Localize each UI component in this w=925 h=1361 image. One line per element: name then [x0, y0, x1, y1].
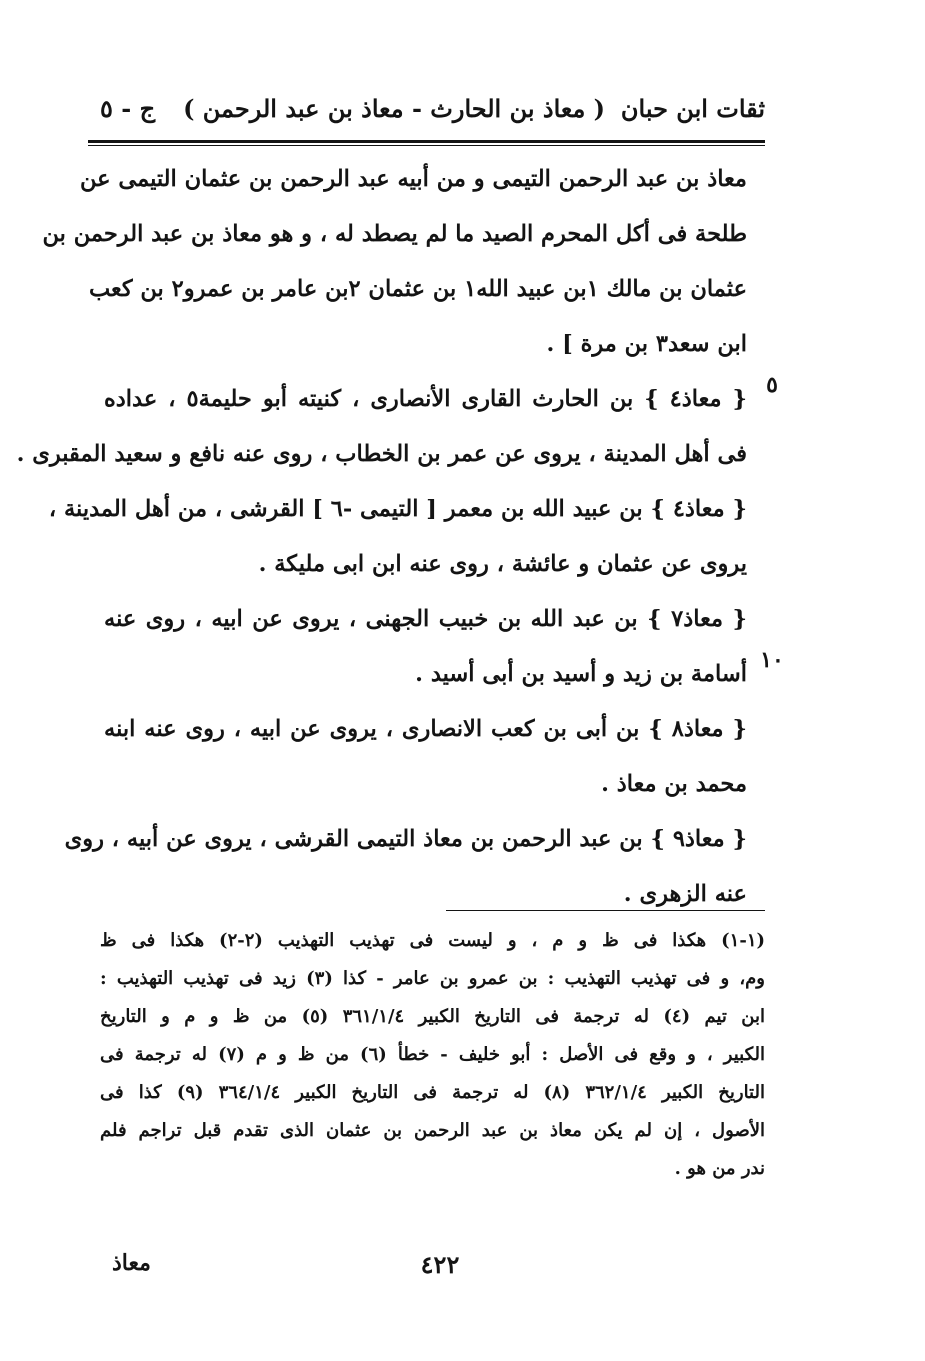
header-rule-thin: [88, 145, 765, 146]
text-line: { معاذ٩ } بن عبد الرحمن بن معاذ التيمى القرشى ، يروى عن أبيه ، روى: [64, 826, 747, 852]
footnote-line: الأصول ، إن لم يكن معاذ بن عبد الرحمن بن عثمان الذى تقدم قبل تراجم فلم: [100, 1120, 765, 1141]
line-number-5: ٥: [766, 372, 778, 398]
footnote-line: ابن تيم (٤) له ترجمة فى التاريخ الكبير ٣٦١/١/٤ (٥) من ظ و م و التاريخ: [100, 1006, 765, 1027]
volume-label: ج - ٥: [100, 93, 156, 123]
text-line: { معاذ٤ } بن الحارث القارى الأنصارى ، كنيته أبو حليمة٥ ، عداده: [104, 386, 747, 412]
text-line: يروى عن عثمان و عائشة ، روى عنه ابن ابى مليكة .: [258, 551, 747, 577]
section-title: ( معاذ بن الحارث - معاذ بن عبد الرحمن ): [183, 93, 606, 123]
text-line: { معاذ٨ } بن أبى بن كعب الانصارى ، يروى عن ابيه ، روى عنه ابنه: [104, 716, 747, 742]
text-line: طلحة فى أكل المحرم الصيد ما لم يصطد له ، و هو معاذ بن عبد الرحمن بن: [42, 221, 747, 247]
text-line: معاذ بن عبد الرحمن التيمى و من أبيه عبد الرحمن بن عثمان التيمى عن: [79, 166, 747, 192]
page-number: ٤٢٢: [420, 1250, 460, 1279]
footnote-rule: [446, 910, 765, 911]
footnote-line: التاريخ الكبير ٣٦٢/١/٤ (٨) له ترجمة فى التاريخ الكبير ٣٦٤/١/٤ (٩) كذا فى: [100, 1082, 765, 1103]
text-line: أسامة بن زيد و أسيد بن أبى أسيد .: [415, 661, 747, 687]
text-line: فى أهل المدينة ، يروى عن عمر بن الخطاب ، روى عنه نافع و سعيد المقبرى .: [16, 441, 747, 467]
catchword: معاذ: [112, 1250, 151, 1276]
line-number-10: ١٠: [760, 647, 784, 673]
book-title: ثقات ابن حبان: [620, 93, 765, 123]
footnote-line: الكبير ، و وقع فى الأصل : أبو خليف - خطأ (٦) من ظ و م (٧) له ترجمة فى: [100, 1044, 765, 1065]
header-rule: [88, 140, 765, 143]
text-line: { معاذ٧ } بن عبد الله بن خبيب الجهنى ، يروى عن ابيه ، روى عنه: [104, 606, 747, 632]
text-line: محمد بن معاذ .: [601, 771, 747, 797]
footnote-line: (١-١) هكذا فى ظ و م ، و ليست فى تهذيب التهذيب (٢-٢) هكذا فى ظ: [100, 930, 766, 951]
text-line: عثمان بن مالك ١بن عبيد الله١ بن عثمان ٢بن عامر بن عمرو٢ بن كعب: [88, 276, 747, 302]
running-header: [100, 86, 765, 130]
footnotes: [100, 922, 765, 1188]
footnote-line: وم، و فى تهذيب التهذيب : بن عمرو بن عامر - كذا (٣) زيد فى تهذيب التهذيب :: [100, 968, 766, 989]
main-text: [16, 152, 747, 922]
text-line: ابن سعد٣ بن مرة ] .: [546, 331, 747, 357]
text-line: عنه الزهرى .: [623, 881, 747, 907]
text-line: { معاذ٤ } بن عبيد الله بن معمر [ التيمى -٦ ] القرشى ، من أهل المدينة ،: [48, 496, 747, 522]
footnote-line: ندر من هو .: [674, 1158, 765, 1179]
